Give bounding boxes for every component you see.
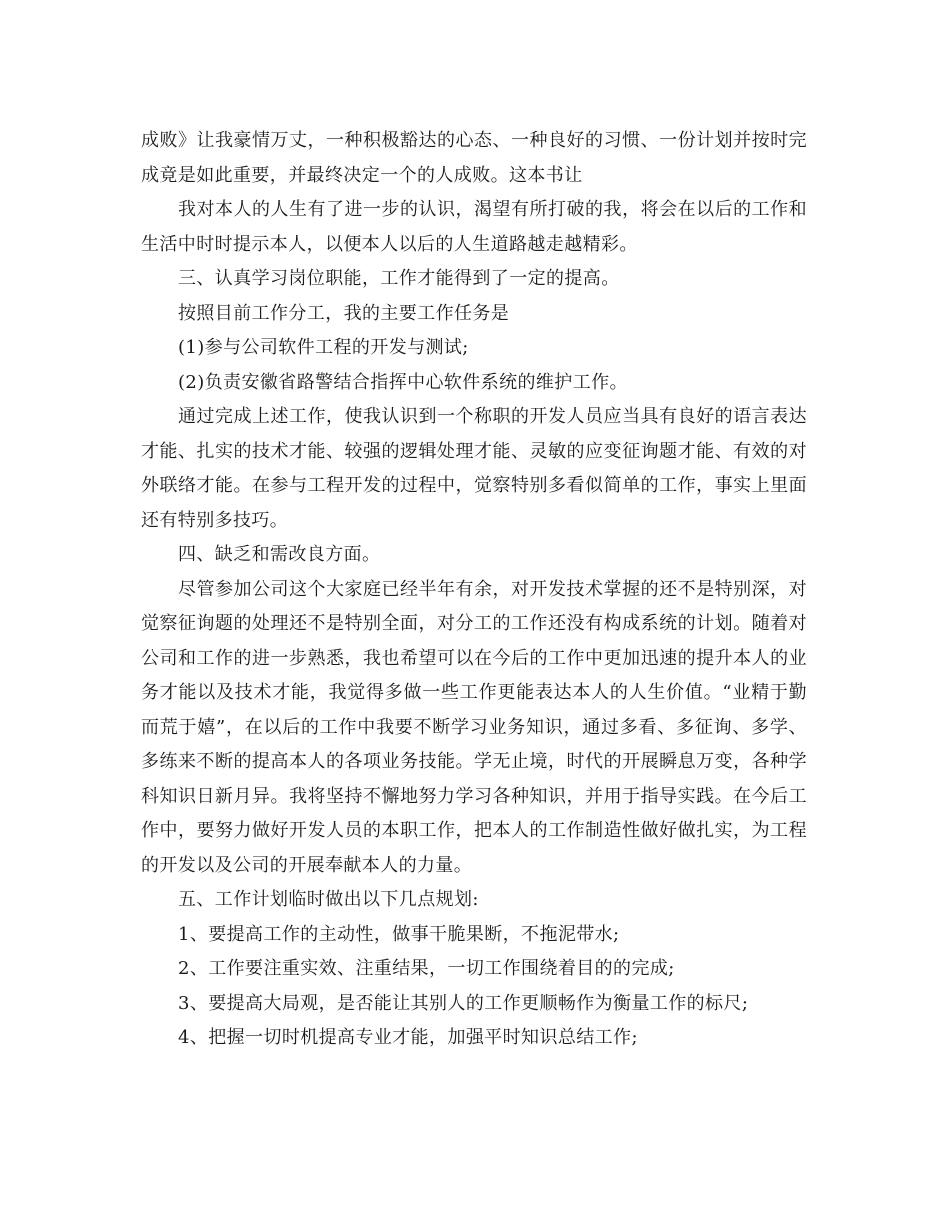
task-item-1: (1)参与公司软件工程的开发与测试; <box>178 337 469 358</box>
paragraph-skills: 通过完成上述工作，使我认识到一个称职的开发人员应当具有良好的语言表达才能、扎实的技术才能、较强的逻辑处理才能、灵敏的应变征询题才能、有效的对外联络才能。在参与工程开发的过程中，觉察特别多看似简单的工作，事实上里面还有特别多技巧。 <box>141 406 807 531</box>
section-heading-5: 五、工作计划临时做出以下几点规划: <box>178 889 479 910</box>
plan-item-2: 2、工作要注重实效、注重结果，一切工作围绕着目的的完成; <box>178 958 675 979</box>
section-heading-4: 四、缺乏和需改良方面。 <box>178 544 381 565</box>
paragraph-task-intro: 按照目前工作分工，我的主要工作任务是 <box>178 302 510 324</box>
paragraph-self-reflection: 我对本人的人生有了进一步的认识，渴望有所打破的我，将会在以后的工作和生活中时时提示本人，以便本人以后的人生道路越走越精彩。 <box>141 199 807 255</box>
paragraph-improvement: 尽管参加公司这个大家庭已经半年有余，对开发技术掌握的还不是特别深，对觉察征询题的处理还不是特别全面，对分工的工作还没有构成系统的计划。随着对公司和工作的进一步熟悉，我也希望可以在今后的工作中更加迅速的提升本人的业务才能以及技术才能，我觉得多做一些工作更能表达本人的人生价值。“业精于勤而荒于嬉”，在以后的工作中我要不断学习业务知识，通过多看、多征询、多学、多练来不断的提高本人的各项业务技能。学无止境，时代的开展瞬息万变，各种学科知识日新月异。我将坚持不懈地努力学习各种知识，并用于指导实践。在今后工作中，要努力做好开发人员的本职工作，把本人的工作制造性做好做扎实，为工程的开发以及公司的开展奉献本人的力量。 <box>141 578 807 876</box>
paragraph-continuation: 成败》让我豪情万丈，一种积极豁达的心态、一种良好的习惯、一份计划并按时完成竟是如此重要，并最终决定一个的人成败。这本书让 <box>141 130 807 186</box>
plan-item-3: 3、要提高大局观，是否能让其别人的工作更顺畅作为衡量工作的标尺; <box>178 992 749 1014</box>
document-body <box>141 124 807 1056</box>
plan-item-1: 1、要提高工作的主动性，做事干脆果断，不拖泥带水; <box>178 923 620 945</box>
section-heading-3: 三、认真学习岗位职能，工作才能得到了一定的提高。 <box>178 268 620 289</box>
plan-item-4: 4、把握一切时机提高专业才能，加强平时知识总结工作; <box>178 1027 638 1048</box>
task-item-2: (2)负责安徽省路警结合指挥中心软件系统的维护工作。 <box>178 371 628 393</box>
